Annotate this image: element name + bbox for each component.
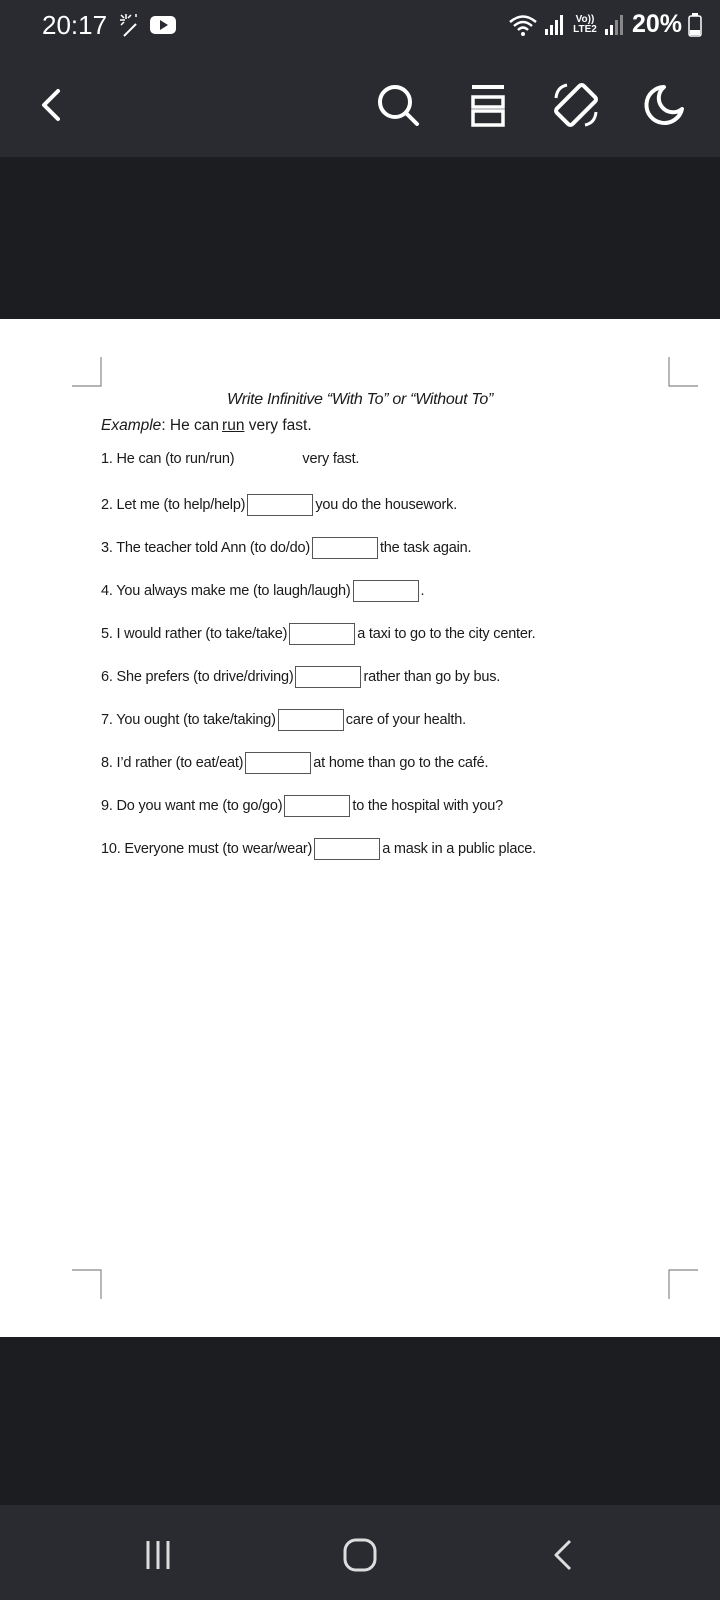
question-text: 1. He can (to run/run) (101, 451, 235, 467)
battery-percent: 20% (631, 10, 682, 38)
question-tail: . (420, 583, 425, 599)
signal-icon-2 (604, 14, 626, 36)
crop-mark-top-right (668, 357, 698, 387)
question-tail: care of your health. (345, 712, 466, 728)
question-3 (101, 537, 471, 559)
question-text: 2. Let me (to help/help) (101, 497, 246, 513)
search-button[interactable] (368, 75, 428, 135)
question-text: 4. You always make me (to laugh/laugh) (101, 583, 351, 599)
question-tail: very fast. (302, 451, 360, 467)
question-text: 10. Everyone must (to wear/wear) (101, 841, 313, 857)
network-type-label: Vo)) LTE2 (573, 13, 597, 35)
screen-rotation-icon (553, 82, 599, 128)
example-post: very fast. (244, 417, 312, 434)
crop-mark-top-left (72, 357, 102, 387)
question-text: 6. She prefers (to drive/driving) (101, 669, 294, 685)
question-text: 3. The teacher told Ann (to do/do) (101, 540, 310, 556)
question-7 (101, 709, 466, 731)
back-arrow-icon (32, 85, 72, 125)
magic-wand-icon (118, 12, 144, 38)
question-tail: rather than go by bus. (363, 669, 501, 685)
question-6 (101, 666, 500, 688)
battery-icon (688, 13, 702, 37)
signal-icon (544, 14, 566, 36)
document-background-bottom (0, 1337, 720, 1505)
example-pre: : He can (161, 417, 220, 434)
document-page (0, 319, 720, 1337)
example-word: run (222, 417, 245, 434)
answer-box[interactable] (312, 537, 378, 559)
home-button[interactable] (330, 1525, 390, 1585)
question-tail: the task again. (379, 540, 472, 556)
moon-icon (642, 83, 686, 127)
question-text: 7. You ought (to take/taking) (101, 712, 276, 728)
viewer-toolbar (0, 55, 720, 157)
question-9 (101, 795, 503, 817)
back-button[interactable] (22, 75, 82, 135)
recent-apps-button[interactable] (128, 1525, 188, 1585)
document-background-top (0, 157, 720, 319)
status-time: 20:17 (42, 10, 108, 40)
question-8 (101, 752, 488, 774)
question-5 (101, 623, 535, 645)
question-tail: at home than go to the café. (313, 755, 489, 771)
question-10 (101, 838, 536, 860)
home-icon (340, 1535, 380, 1575)
youtube-icon (150, 15, 176, 35)
answer-box[interactable] (353, 580, 419, 602)
question-tail: a mask in a public place. (382, 841, 536, 857)
answer-box[interactable] (278, 709, 344, 731)
nav-back-button[interactable] (534, 1525, 594, 1585)
question-tail: to the hospital with you? (352, 798, 503, 814)
question-text: 8. I’d rather (to eat/eat) (101, 755, 244, 771)
answer-box[interactable] (284, 795, 350, 817)
recent-apps-icon (140, 1537, 176, 1573)
search-icon (376, 83, 420, 127)
wifi-icon (508, 13, 538, 37)
page-layout-icon (470, 83, 506, 127)
crop-mark-bottom-left (72, 1269, 102, 1299)
answer-box[interactable] (295, 666, 361, 688)
answer-box[interactable] (247, 494, 313, 516)
question-text: 5. I would rather (to take/take) (101, 626, 288, 642)
question-1 (101, 451, 359, 467)
status-notification-icons (118, 12, 176, 38)
question-4 (101, 580, 424, 602)
answer-box[interactable] (314, 838, 380, 860)
answer-box[interactable] (245, 752, 311, 774)
example-line (101, 417, 312, 435)
question-2 (101, 494, 457, 516)
worksheet-title: Write Infinitive “With To” or “Without To” (226, 391, 493, 408)
example-label: Example (101, 417, 162, 434)
night-mode-button[interactable] (634, 75, 694, 135)
system-nav-bar (0, 1505, 720, 1600)
status-system-icons (508, 10, 702, 39)
crop-mark-bottom-right (668, 1269, 698, 1299)
question-tail: a taxi to go to the city center. (357, 626, 536, 642)
back-chevron-icon (546, 1537, 582, 1573)
status-bar (0, 0, 720, 55)
answer-box[interactable] (289, 623, 355, 645)
rotate-screen-button[interactable] (546, 75, 606, 135)
page-view-button[interactable] (458, 75, 518, 135)
question-text: 9. Do you want me (to go/go) (101, 798, 283, 814)
question-tail: you do the housework. (315, 497, 458, 513)
